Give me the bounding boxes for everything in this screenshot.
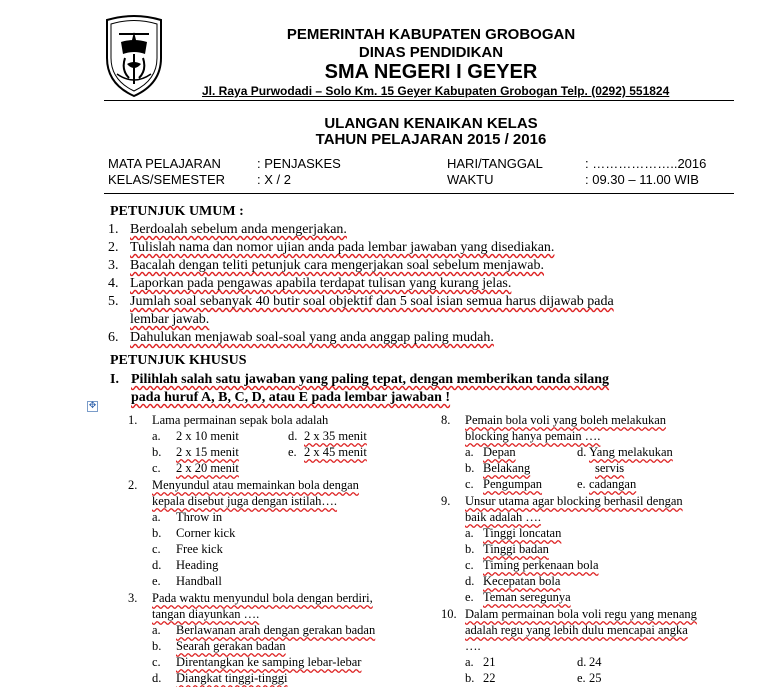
q3-option-c: Direntangkan ke samping lebar-lebar — [176, 655, 362, 669]
q9-option-d-letter: d. — [465, 574, 475, 588]
q3-option-d-letter: d. — [152, 671, 162, 685]
q9-option-d: Kecepatan bola — [483, 574, 561, 588]
q3-option-b: Searah gerakan badan — [176, 639, 286, 653]
q10-option-e: 25 — [589, 671, 602, 685]
q9-text-line1: Unsur utama agar blocking berhasil dengan — [465, 494, 683, 508]
part-number: I. — [110, 372, 119, 387]
date-label: HARI/TANGGAL — [447, 156, 543, 171]
q8-option-d-letter: d. — [577, 445, 587, 459]
q1-option-d: 2 x 35 menit — [304, 429, 367, 443]
q10-option-d: 24 — [589, 655, 602, 669]
q1-option-a: 2 x 10 menit — [176, 429, 239, 443]
q2-option-a: Throw in — [176, 510, 223, 524]
q10-text-line3: …. — [465, 639, 481, 653]
general-heading: PETUNJUK UMUM : — [110, 204, 244, 219]
q2-text-line1: Menyundul atau memainkan bola dengan — [152, 478, 359, 492]
department-title: DINAS PENDIDIKAN — [358, 44, 504, 61]
q9-option-b-letter: b. — [465, 542, 475, 556]
q8-option-a: Depan — [483, 445, 516, 459]
right-question-column — [441, 413, 741, 683]
general-num-6: 6. — [108, 330, 119, 345]
q1-option-b-letter: b. — [152, 445, 162, 459]
q9-number: 9. — [441, 494, 451, 508]
q1-option-d-letter: d. — [288, 429, 298, 443]
q10-number: 10. — [441, 607, 457, 621]
q3-option-d: Diangkat tinggi-tinggi — [176, 671, 288, 685]
q1-option-c: 2 x 20 menit — [176, 461, 239, 475]
q10-option-a: 21 — [483, 655, 496, 669]
q10-option-b: 22 — [483, 671, 496, 685]
class-label: KELAS/SEMESTER — [108, 172, 226, 187]
q9-option-c-letter: c. — [465, 558, 474, 572]
subject-label: MATA PELAJARAN — [108, 156, 221, 171]
exam-year: TAHUN PELAJARAN 2015 / 2016 — [315, 131, 547, 148]
q8-option-b: Belakang — [483, 461, 531, 475]
q9-option-a: Tinggi loncatan — [483, 526, 562, 540]
header-divider — [104, 100, 734, 101]
date-value: : ………………..2016 — [585, 156, 707, 171]
q8-option-d: Yang melakukan — [589, 445, 673, 459]
q8-option-d-cont: servis — [595, 461, 625, 475]
general-num-3: 3. — [108, 258, 119, 273]
q3-option-b-letter: b. — [152, 639, 162, 653]
q1-option-b: 2 x 15 menit — [176, 445, 239, 459]
q2-option-d-letter: d. — [152, 558, 162, 572]
general-num-1: 1. — [108, 222, 119, 237]
general-num-2: 2. — [108, 240, 119, 255]
q2-number: 2. — [128, 478, 138, 492]
government-title: PEMERINTAH KABUPATEN GROBOGAN — [286, 26, 576, 43]
q9-option-a-letter: a. — [465, 526, 474, 540]
general-item-6: Dahulukan menjawab soal-soal yang anda anggap paling mudah. — [130, 330, 494, 345]
q8-option-b-letter: b. — [465, 461, 475, 475]
time-label: WAKTU — [447, 172, 494, 187]
q2-option-e: Handball — [176, 574, 222, 588]
q1-text: Lama permainan sepak bola adalah — [152, 413, 329, 427]
q8-text-line2: blocking hanya pemain …. — [465, 429, 601, 443]
q9-text-line2: baik adalah …. — [465, 510, 542, 524]
q8-option-e: cadangan — [589, 477, 637, 491]
subject-value: : PENJASKES — [257, 156, 341, 171]
general-item-4: Laporkan pada pengawas apabila terdapat tulisan yang kurang jelas. — [130, 276, 512, 291]
q2-option-b-letter: b. — [152, 526, 162, 540]
general-item-2: Tulislah nama dan nomor ujian anda pada lembar jawaban yang disediakan. — [130, 240, 555, 255]
q3-option-c-letter: c. — [152, 655, 161, 669]
q2-option-a-letter: a. — [152, 510, 161, 524]
q9-option-e-letter: e. — [465, 590, 474, 604]
exam-title: ULANGAN KENAIKAN KELAS — [324, 115, 538, 132]
district-logo — [101, 14, 167, 98]
special-instruction-2: pada huruf A, B, C, D, atau E pada lembar jawaban ! — [131, 390, 451, 405]
q8-option-e-letter: e. — [577, 477, 586, 491]
q10-option-e-letter: e. — [577, 671, 586, 685]
special-instruction-1: Pilihlah salah satu jawaban yang paling tepat, dengan memberikan tanda silang — [131, 372, 610, 387]
q10-option-b-letter: b. — [465, 671, 475, 685]
q2-option-b: Corner kick — [176, 526, 236, 540]
q3-number: 3. — [128, 591, 138, 605]
q9-option-b: Tinggi badan — [483, 542, 549, 556]
left-question-column — [128, 413, 428, 683]
general-item-1: Berdoalah sebelum anda mengerjakan. — [130, 222, 347, 237]
general-num-4: 4. — [108, 276, 119, 291]
q9-option-e: Teman seregunya — [483, 590, 571, 604]
school-name: SMA NEGERI I GEYER — [324, 61, 538, 83]
q2-text-line2: kepala disebut juga dengan istilah…. — [152, 494, 338, 508]
q1-option-e-letter: e. — [288, 445, 297, 459]
q8-number: 8. — [441, 413, 451, 427]
q3-option-a: Berlawanan arah dengan gerakan badan — [176, 623, 376, 637]
general-num-5: 5. — [108, 294, 119, 309]
q2-option-c: Free kick — [176, 542, 223, 556]
q3-text-line2: tangan diayunkan …. — [152, 607, 260, 621]
q3-option-a-letter: a. — [152, 623, 161, 637]
q1-option-e: 2 x 45 menit — [304, 445, 367, 459]
q2-option-d: Heading — [176, 558, 219, 572]
special-heading: PETUNJUK KHUSUS — [110, 353, 247, 368]
q8-option-c: Pengumpan — [483, 477, 543, 491]
q2-option-c-letter: c. — [152, 542, 161, 556]
table-move-handle[interactable]: ✥ — [88, 401, 97, 411]
q2-option-e-letter: e. — [152, 574, 161, 588]
q8-option-c-letter: c. — [465, 477, 474, 491]
general-item-5: Jumlah soal sebanyak 40 butir soal objektif dan 5 soal isian semua harus dijawab pada — [130, 294, 614, 309]
q1-option-a-letter: a. — [152, 429, 161, 443]
time-value: : 09.30 – 11.00 WIB — [585, 172, 699, 187]
class-value: : X / 2 — [257, 172, 291, 187]
q10-option-a-letter: a. — [465, 655, 474, 669]
school-address: Jl. Raya Purwodadi – Solo Km. 15 Geyer Kabupaten Grobogan Telp. (0292) 551824 — [202, 84, 670, 98]
general-item-3: Bacalah dengan teliti petunjuk cara mengerjakan soal sebelum menjawab. — [130, 258, 545, 273]
q10-text-line2: adalah regu yang lebih dulu mencapai angka — [465, 623, 688, 637]
q8-text-line1: Pemain bola voli yang boleh melakukan — [465, 413, 666, 427]
q1-number: 1. — [128, 413, 138, 427]
q8-option-a-letter: a. — [465, 445, 474, 459]
general-item-5-cont: lembar jawab. — [130, 312, 210, 327]
q9-option-c: Timing perkenaan bola — [483, 558, 599, 572]
meta-divider — [104, 193, 734, 194]
q3-text-line1: Pada waktu menyundul bola dengan berdiri, — [152, 591, 373, 605]
q10-text-line1: Dalam permainan bola voli regu yang menang — [465, 607, 697, 621]
q10-option-d-letter: d. — [577, 655, 587, 669]
q1-option-c-letter: c. — [152, 461, 161, 475]
